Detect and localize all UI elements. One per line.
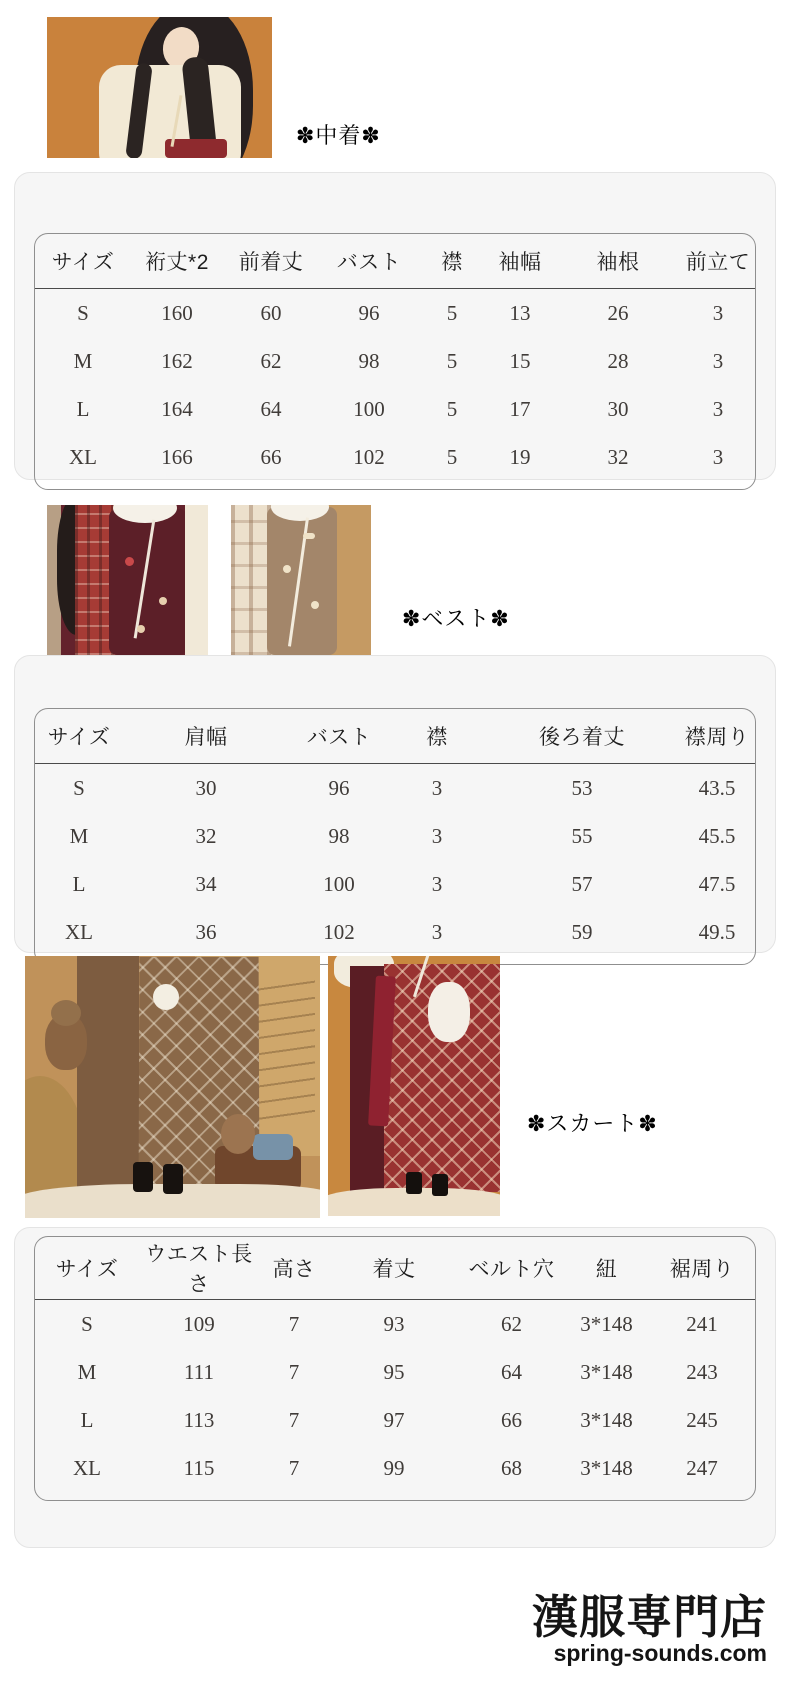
- size-table-cell: 7: [288, 1407, 300, 1432]
- size-table-cell: 3: [431, 775, 443, 800]
- size-table-cell: 60: [260, 300, 282, 325]
- bow-shape: [303, 533, 315, 539]
- store-name: 漢服専門店: [532, 1591, 767, 1643]
- size-table-cell: 166: [161, 444, 193, 469]
- size-table-cell: 30: [195, 775, 217, 800]
- size-table-cell: S: [73, 775, 85, 800]
- boot-shape: [133, 1162, 153, 1192]
- size-table-row: [35, 289, 755, 338]
- sleeve-shape: [185, 505, 208, 655]
- size-table-cell: L: [72, 871, 86, 896]
- size-table-row: [35, 1348, 755, 1396]
- column-header: サイズ: [35, 1237, 139, 1300]
- size-table-cell: 113: [183, 1407, 215, 1432]
- vest-brown-photo: [231, 505, 371, 655]
- teddy-bear-shape: [221, 1114, 255, 1154]
- size-table-box: [34, 233, 756, 490]
- size-table-cell: 34: [195, 871, 217, 896]
- shoe-shape: [432, 1174, 448, 1196]
- size-table-cell: 7: [288, 1359, 300, 1384]
- size-table-cell: L: [76, 396, 90, 421]
- size-table-cell: 13: [509, 300, 531, 325]
- size-table-cell: 100: [323, 871, 355, 896]
- size-table-cell: 97: [383, 1407, 405, 1432]
- size-table-cell: 100: [353, 396, 385, 421]
- size-table-row: [35, 764, 755, 813]
- inner-garment-size-card: [14, 172, 776, 480]
- size-table-box: [34, 1236, 756, 1501]
- size-table-cell: 7: [288, 1455, 300, 1480]
- fluffy-bag-shape: [428, 982, 470, 1042]
- size-table-box: [34, 708, 756, 965]
- column-header: 高さ: [259, 1237, 329, 1300]
- column-header: バスト: [319, 234, 419, 289]
- size-table-cell: 93: [383, 1311, 405, 1336]
- size-table-cell: 47.5: [698, 871, 736, 896]
- size-table-cell: 59: [571, 919, 593, 944]
- inner-garment-size-table: [35, 234, 755, 481]
- size-table-cell: 66: [501, 1407, 522, 1432]
- size-table-cell: 3: [431, 871, 443, 896]
- size-table-cell: 241: [686, 1311, 718, 1336]
- size-table-cell: 243: [686, 1359, 718, 1384]
- header-row: [35, 709, 755, 764]
- column-header: 襟: [389, 709, 485, 764]
- teddy-bear-head-shape: [51, 1000, 81, 1026]
- size-table-cell: 3: [712, 396, 724, 421]
- size-table-cell: 53: [571, 775, 593, 800]
- size-table-cell: 5: [446, 348, 458, 373]
- column-header: バスト: [289, 709, 389, 764]
- column-header: 前着丈: [223, 234, 319, 289]
- column-header: サイズ: [35, 234, 131, 289]
- embroidery-dot: [311, 601, 319, 609]
- header-row: [35, 1237, 755, 1300]
- inner-garment-model-photo: [47, 17, 272, 158]
- size-table-cell: 3*148: [580, 1455, 633, 1480]
- size-table-cell: 99: [383, 1455, 405, 1480]
- column-header: ウエスト長さ: [139, 1237, 259, 1300]
- size-table-cell: 5: [446, 444, 458, 469]
- column-header: サイズ: [35, 709, 123, 764]
- size-table-cell: L: [80, 1407, 94, 1432]
- column-header: 着丈: [329, 1237, 459, 1300]
- vest-photo-row: [47, 505, 790, 655]
- column-header: 裄丈*2: [131, 234, 223, 289]
- size-table-cell: 160: [161, 300, 193, 325]
- vest-size-table: [35, 709, 755, 956]
- size-table-cell: 3*148: [580, 1359, 633, 1384]
- size-table-cell: 66: [260, 444, 282, 469]
- section-label-vest: ✽ベスト✽: [402, 606, 510, 631]
- skirt-photo-row: [25, 956, 790, 1220]
- size-table-cell: 111: [184, 1359, 214, 1384]
- size-table-cell: 32: [195, 823, 217, 848]
- column-header: 袖幅: [485, 234, 555, 289]
- size-table-cell: 109: [183, 1311, 215, 1336]
- size-table-row: [35, 812, 755, 860]
- column-header: 紐: [564, 1237, 649, 1300]
- section-label-inner-garment: ✽中着✽: [296, 123, 381, 148]
- denim-shape: [253, 1134, 293, 1160]
- size-table-row: [35, 860, 755, 908]
- size-table-cell: 30: [607, 396, 629, 421]
- size-table-cell: 96: [358, 300, 380, 325]
- size-table-row: [35, 908, 755, 956]
- store-website: spring-sounds.com: [553, 1640, 767, 1667]
- size-table-cell: 26: [607, 300, 629, 325]
- size-table-cell: 15: [509, 348, 531, 373]
- size-table-cell: 3*148: [580, 1311, 633, 1336]
- size-table-cell: M: [69, 823, 89, 848]
- size-table-cell: 102: [323, 919, 355, 944]
- size-table-cell: 57: [571, 871, 593, 896]
- size-table-cell: 62: [501, 1311, 522, 1336]
- column-header: 襟: [419, 234, 485, 289]
- size-table-cell: 98: [328, 823, 350, 848]
- vest-body-shape: [267, 507, 337, 655]
- size-table-cell: 3: [712, 444, 724, 469]
- size-table-cell: 102: [353, 444, 385, 469]
- size-table-cell: 245: [686, 1407, 718, 1432]
- size-table-cell: 68: [501, 1455, 522, 1480]
- skirt-red-photo: [328, 956, 500, 1216]
- size-table-cell: 32: [607, 444, 629, 469]
- skirt-brown-photo: [25, 956, 320, 1218]
- size-table-cell: 115: [183, 1455, 215, 1480]
- skirt-size-card: [14, 1227, 776, 1548]
- size-table-cell: 19: [509, 444, 531, 469]
- size-table-cell: S: [81, 1311, 93, 1336]
- size-table-cell: 96: [328, 775, 350, 800]
- size-table-cell: 55: [571, 823, 593, 848]
- boot-shape: [163, 1164, 183, 1194]
- column-header: 前立て: [681, 234, 755, 289]
- size-table-row: [35, 337, 755, 385]
- size-table-cell: 45.5: [698, 823, 736, 848]
- size-table-cell: 3*148: [580, 1407, 633, 1432]
- shoe-shape: [406, 1172, 422, 1194]
- size-table-cell: 162: [161, 348, 193, 373]
- inner-garment-photo-row: [47, 17, 790, 158]
- column-header: 肩幅: [123, 709, 289, 764]
- column-header: 襟周り: [679, 709, 755, 764]
- size-table-cell: 62: [260, 348, 282, 373]
- footer: [0, 1593, 790, 1667]
- size-table-cell: M: [73, 348, 93, 373]
- size-table-cell: 3: [712, 300, 724, 325]
- size-table-cell: 64: [260, 396, 282, 421]
- size-table-cell: 49.5: [698, 919, 736, 944]
- size-table-cell: 28: [607, 348, 629, 373]
- embroidery-dot: [125, 557, 134, 566]
- embroidery-dot: [283, 565, 291, 573]
- size-table-row: [35, 1444, 755, 1492]
- vest-size-card: [14, 655, 776, 953]
- vest-burgundy-photo: [47, 505, 208, 655]
- size-table-row: [35, 1300, 755, 1349]
- size-table-cell: 164: [161, 396, 193, 421]
- size-table-cell: 5: [446, 396, 458, 421]
- size-table-cell: 43.5: [698, 775, 736, 800]
- size-table-cell: XL: [69, 444, 97, 469]
- size-table-cell: 3: [431, 823, 443, 848]
- embroidery-dot: [159, 597, 167, 605]
- pom-pom-shape: [153, 984, 179, 1010]
- size-table-cell: 95: [383, 1359, 405, 1384]
- size-table-cell: 36: [195, 919, 217, 944]
- column-header: 袖根: [555, 234, 681, 289]
- size-table-cell: 17: [509, 396, 531, 421]
- size-table-cell: XL: [73, 1455, 101, 1480]
- skirt-size-table: [35, 1237, 755, 1492]
- embroidery-dot: [137, 625, 145, 633]
- size-table-cell: 3: [431, 919, 443, 944]
- size-table-cell: M: [77, 1359, 97, 1384]
- column-header: 後ろ着丈: [485, 709, 679, 764]
- size-table-cell: 7: [288, 1311, 300, 1336]
- size-table-cell: XL: [65, 919, 93, 944]
- vest-body-shape: [109, 509, 187, 655]
- size-table-cell: 247: [686, 1455, 718, 1480]
- size-table-row: [35, 1396, 755, 1444]
- header-row: [35, 234, 755, 289]
- size-table-row: [35, 433, 755, 481]
- size-table-cell: 5: [446, 300, 458, 325]
- size-table-cell: 98: [358, 348, 380, 373]
- skirt-solid-panel-shape: [77, 956, 139, 1191]
- column-header: ベルト穴: [459, 1237, 564, 1300]
- size-table-cell: S: [77, 300, 89, 325]
- size-table-cell: 64: [501, 1359, 522, 1384]
- size-table-cell: 3: [712, 348, 724, 373]
- column-header: 裾周り: [649, 1237, 755, 1300]
- size-table-row: [35, 385, 755, 433]
- section-label-skirt: ✽スカート✽: [527, 1111, 658, 1136]
